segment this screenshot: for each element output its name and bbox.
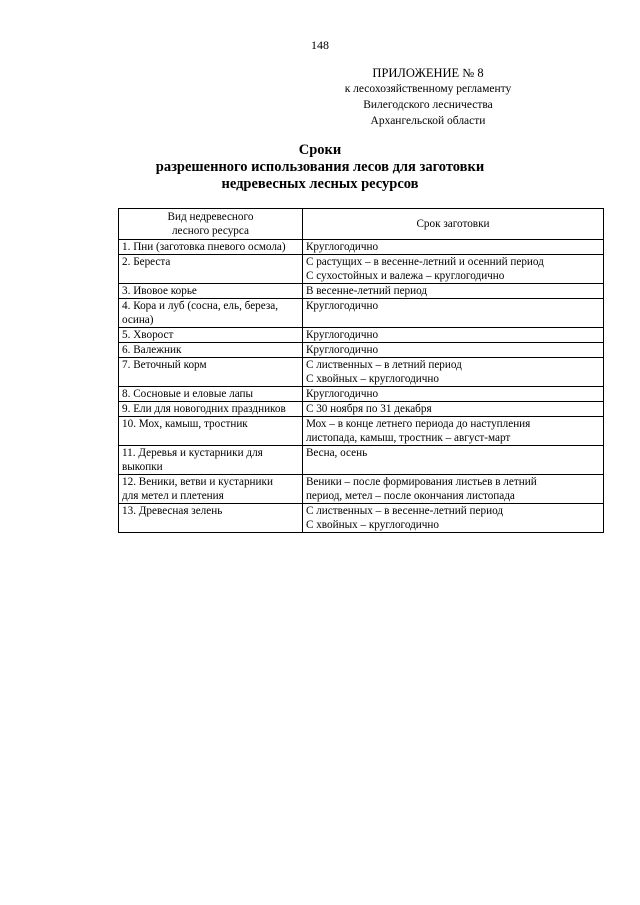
harvest-deadlines-table (118, 208, 604, 533)
term-text: Круглогодично (305, 329, 379, 341)
title-line-1: Сроки (298, 142, 342, 158)
table-row (119, 284, 604, 299)
resource-text: 13. Древесная зелень (122, 505, 223, 517)
resource-text: 12. Веники, ветви и кустарники (122, 476, 273, 488)
term-text: С сухостойных и валежа – круглогодично (305, 270, 505, 282)
resource-text: 9. Ели для новогодних праздников (122, 403, 286, 415)
term-cell (302, 343, 603, 358)
table-row (119, 255, 604, 284)
term-cell (302, 475, 603, 504)
resource-text: выкопки (122, 461, 163, 473)
resource-text: 2. Береста (122, 256, 171, 268)
term-text: Круглогодично (305, 300, 379, 312)
resource-text: 3. Ивовое корье (122, 285, 197, 297)
resource-cell (119, 255, 303, 284)
term-cell (302, 255, 603, 284)
term-text: Весна, осень (305, 447, 368, 459)
resource-cell (119, 299, 303, 328)
resource-text: 8. Сосновые и еловые лапы (122, 388, 254, 400)
term-text: С лиственных – в летний период (305, 359, 462, 371)
term-cell (302, 387, 603, 402)
table-row (119, 358, 604, 387)
term-text: В весенне-летний период (305, 285, 428, 297)
table-row (119, 402, 604, 417)
term-cell (302, 417, 603, 446)
table-row (119, 328, 604, 343)
table-row (119, 343, 604, 358)
resource-header-line: Вид недревесного (167, 211, 254, 223)
term-text: С лиственных – в весенне-летний период (305, 505, 504, 517)
appendix-header (298, 66, 558, 130)
appendix-title: ПРИЛОЖЕНИЕ № 8 (372, 66, 484, 80)
resource-cell (119, 284, 303, 299)
resource-header-line: лесного ресурса (171, 225, 249, 237)
table-row (119, 475, 604, 504)
term-cell (302, 328, 603, 343)
table-row (119, 299, 604, 328)
term-text: С хвойных – круглогодично (305, 519, 440, 531)
term-text: Мох – в конце летнего периода до наступления (305, 418, 531, 430)
term-text: С хвойных – круглогодично (305, 373, 440, 385)
term-text: Круглогодично (305, 344, 379, 356)
term-text: С растущих – в весенне-летний и осенний период (305, 256, 544, 268)
table-row (119, 446, 604, 475)
appendix-forestry: Вилегодского лесничества (363, 99, 493, 111)
resource-text: 11. Деревья и кустарники для (122, 447, 263, 459)
term-text: Круглогодично (305, 388, 379, 400)
table-body (119, 240, 604, 533)
page-number: 148 (311, 38, 329, 52)
resource-cell (119, 475, 303, 504)
appendix-region: Архангельской области (370, 115, 486, 127)
term-cell (302, 284, 603, 299)
term-text: Круглогодично (305, 241, 379, 253)
resource-text: для метел и плетения (122, 490, 224, 502)
term-column-header: Срок заготовки (302, 209, 603, 240)
resource-cell (119, 328, 303, 343)
resource-text: 4. Кора и луб (сосна, ель, береза, (122, 300, 279, 312)
resource-cell (119, 417, 303, 446)
resource-cell (119, 343, 303, 358)
resource-text: осина) (122, 314, 154, 326)
resource-cell (119, 358, 303, 387)
table-row (119, 504, 604, 533)
resource-text: 7. Веточный корм (122, 359, 207, 371)
resource-text: 6. Валежник (122, 344, 182, 356)
table-header-row (119, 209, 604, 240)
resource-column-header (119, 209, 303, 240)
term-text: листопада, камыш, тростник – август-март (305, 432, 511, 444)
resource-text: 1. Пни (заготовка пневого осмола) (122, 241, 286, 253)
resource-cell (119, 402, 303, 417)
term-cell (302, 358, 603, 387)
term-cell (302, 299, 603, 328)
term-text: Веники – после формирования листьев в летний (305, 476, 537, 488)
resource-text: 5. Хворост (122, 329, 174, 341)
term-cell (302, 446, 603, 475)
term-text: С 30 ноября по 31 декабря (305, 403, 432, 415)
resource-cell (119, 387, 303, 402)
table-row (119, 387, 604, 402)
appendix-reference: к лесохозяйственному регламенту (344, 83, 512, 95)
title-line-3: недревесных лесных ресурсов (221, 176, 419, 192)
term-cell (302, 504, 603, 533)
resource-text: 10. Мох, камыш, тростник (122, 418, 248, 430)
term-cell (302, 402, 603, 417)
title-line-2: разрешенного использования лесов для заготовки (155, 159, 485, 175)
table-row (119, 240, 604, 255)
term-cell (302, 240, 603, 255)
resource-cell (119, 504, 303, 533)
term-text: период, метел – после окончания листопада (305, 490, 515, 502)
resource-cell (119, 240, 303, 255)
document-title (0, 142, 640, 193)
resource-cell (119, 446, 303, 475)
table-row (119, 417, 604, 446)
